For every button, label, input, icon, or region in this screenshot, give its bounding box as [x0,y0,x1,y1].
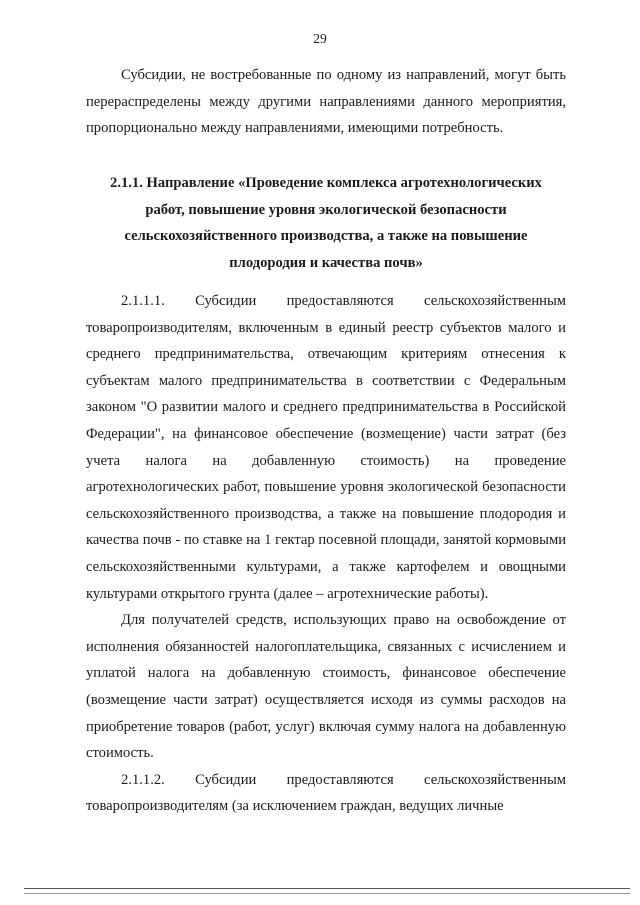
intro-paragraph: Субсидии, не востребованные по одному из направлений, могут быть перераспределены между другими направлениями данного мероприятия, пропорционально между направлениями, имеющими потребность. [86,67,566,137]
intro-block [86,62,566,142]
section-heading-line: сельскохозяйственного производства, а также на повышение [124,228,528,245]
paragraph-2-1-1-2: 2.1.1.2. Субсидии предоставляются сельскохозяйственным товаропроизводителям (за исключением граждан, ведущих личные [86,771,566,815]
paragraph-2-1-1-1: 2.1.1.1. Субсидии предоставляются сельскохозяйственным товаропроизводителям, включенным в единый реестр субъектов малого и среднего предпринимательства, отвечающим критериям отнесения к субъектам малого предпринимательства в соответствии с Федеральным законом "О развитии малого и среднего предпринимательства в Российской Федерации", на финансовое обеспечение (возмещение) части затрат (без учета налога на добавленную стоимость) на проведение агротехнологических работ, повышение уровня экологической безопасности сельскохозяйственного производства, а также на повышение плодородия и качества почв - по ставке на 1 гектар посевной площади, занятой кормовыми сельскохозяйственными культурами, а также картофелем и овощными культурами открытого грунта (далее – агротехнические работы). [86,293,566,602]
section-heading-line: 2.1.1. Направление «Проведение комплекса агротехнологических [110,175,542,191]
page-number: 29 [313,31,327,46]
section-heading-line: плодородия и качества почв» [229,254,423,271]
section-body [86,288,566,820]
section-heading [86,170,566,276]
page-bottom-edge-shadow [24,893,630,894]
paragraph-vat-exemption: Для получателей средств, использующих право на освобождение от исполнения обязанностей налогоплательщика, связанных с исчислением и уплатой налога на добавленную стоимость, финансовое обеспечение (возмещение части затрат) осуществляется исходя из суммы расходов на приобретение товаров (работ, услуг) включая сумму налога на добавленную стоимость. [86,612,566,762]
section-heading-line: работ, повышение уровня экологической безопасности [145,201,507,218]
page-bottom-edge [24,888,630,889]
